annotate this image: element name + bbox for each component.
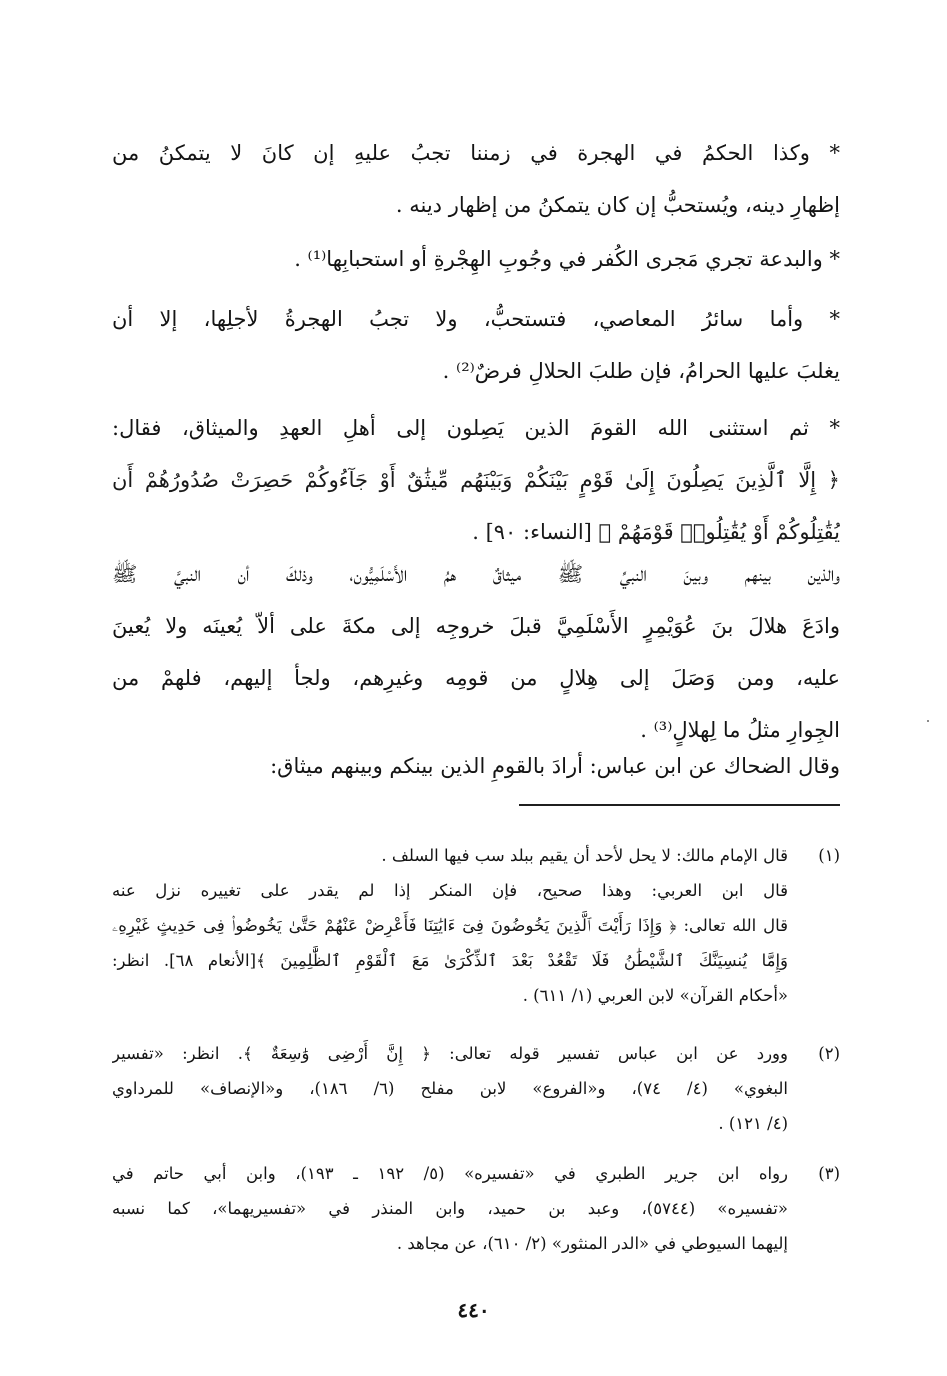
text-line: إظهارِ دينه، ويُستحبُّ إن كان يتمكنُ من إظهار دينه .	[395, 193, 840, 217]
quran-verse-line: ﴿ إِلَّا ٱلَّذِينَ يَصِلُونَ إِلَىٰ قَوْمٍ بَيْنَكُمْ وَبَيْنَهُم مِّيثَٰقٌ أَوْ جَآءُوكُمْ حَصِرَتْ صُدُورُهُمْ أَن	[112, 468, 840, 492]
paragraph-hijra-ruling	[112, 127, 840, 231]
footnote-line: «أحكام القرآن» لابن العربي (١/ ٦١١) .	[522, 986, 788, 1005]
quran-verse-line: يُقَٰتِلُوكُمْ أَوْ يُقَٰتِلُوا۟ قَوْمَهُمْ ﴾ [النساء: ٩٠] .	[472, 520, 840, 544]
footnote-line: وَإِمَّا يُنسِيَنَّكَ ٱلشَّيْطَٰنُ فَلَا تَقْعُدْ بَعْدَ ٱلذِّكْرَىٰ مَعَ ٱلْقَوْمِ ٱلظَّٰلِمِينَ ﴾[الأنعام ٦٨]. انظر:	[112, 951, 788, 970]
footnote-1	[112, 838, 840, 1013]
footnote-2	[112, 1036, 840, 1141]
footnote-number: (١)	[818, 846, 840, 865]
text-line: الجِوارِ مثلُ ما لِهلالٍ⁽³⁾ .	[640, 718, 840, 742]
text-line: * ثم استثنى الله القومَ الذين يَصِلون إلى أهلِ العهدِ والميثاق، فقال:	[112, 416, 840, 440]
paragraph-exception-quran	[112, 402, 840, 558]
text-line: عليه، ومن وَصَلَ إلى هِلالٍ من قومِه وغيرِهم، ولجأ إليهم، فلهمْ من	[112, 666, 840, 690]
footnote-line: «تفسيره» (٥٧٤٤)، وعبد بن حميد، وابن المنذر في «تفسيريهما»، كما نسبه	[112, 1199, 788, 1218]
footnote-line: وورد عن ابن عباس تفسير قوله تعالى: ﴿ إِنَّ أَرْضِى وَٰسِعَةٌ ﴾. انظر: «تفسير	[112, 1044, 788, 1063]
text-line: * وكذا الحكمُ في الهجرة في زمننا تجبُ عليهِ إن كانَ لا يتمكنُ من	[112, 141, 840, 165]
text-line: وادَعَ هلالَ بنَ عُوَيْمِرٍ الأَسْلَمِيَّ قبلَ خروجِه إلى مكةَ على ألاّ يُعينَه ولا يُعينَ	[112, 614, 840, 638]
footnote-line: البغوي» (٤/ ٧٤)، و«الفروع» لابن مفلح (٦/ ١٨٦)، و«الإنصاف» للمرداوي	[112, 1079, 788, 1098]
paragraph-dahhak	[112, 740, 840, 792]
footnote-number: (٢)	[818, 1044, 840, 1063]
footnote-number: (٣)	[818, 1164, 840, 1183]
footnote-line: قال ابن العربي: وهذا صحيح، فإن المنكر إذا لم يقدر على تغييره نزل عنه	[112, 881, 788, 900]
footnote-line: (٤/ ١٢١) .	[718, 1114, 788, 1133]
text-line: والذين بينهم وبينَ النبيِّ ﷺ ميثاقٌ همُ الأَسْلَمِيُّون، وذلكَ أن النبيَّ ﷺ	[112, 562, 840, 586]
scan-speck	[927, 720, 929, 722]
paragraph-sins	[112, 293, 840, 397]
paragraph-innovation	[112, 233, 840, 285]
paragraph-aslamiyyun	[112, 548, 840, 756]
footnote-line: إليهما السيوطي في «الدر المنثور» (٢/ ٦١٠)، عن مجاهد .	[396, 1234, 788, 1253]
text-line: يغلبَ عليها الحرامُ، فإن طلبَ الحلالِ فرضٌ⁽²⁾ .	[442, 359, 840, 383]
page-number: ٤٤٠	[457, 1298, 490, 1322]
text-line: * وأما سائرُ المعاصي، فتستحبُّ، ولا تجبُ الهجرةُ لأجلِها، إلا أن	[112, 307, 840, 331]
footnote-separator	[519, 804, 840, 806]
text-line: * والبدعة تجري مَجرى الكُفر في وجُوبِ الهِجْرةِ أو استحبابِها⁽¹⁾ .	[294, 247, 840, 271]
footnote-line: رواه ابن جرير الطبري في «تفسيره» (٥/ ١٩٢ ـ ١٩٣)، وابن أبي حاتم في	[112, 1164, 788, 1183]
footnote-line: قال الله تعالى: ﴿ وَإِذَا رَأَيْتَ ٱلَّذِينَ يَخُوضُونَ فِىٓ ءَايَٰتِنَا فَأَعْرِضْ عَنْهُمْ حَتَّىٰ يَخُوضُوا۟ فِى حَدِيثٍ غَيْرِهِۦ	[112, 916, 788, 935]
footnote-3	[112, 1156, 840, 1261]
footnote-line: قال الإمام مالك: لا يحل لأحد أن يقيم ببلد سب فيها السلف .	[381, 846, 788, 865]
text-line: وقال الضحاك عن ابن عباس: أرادَ بالقومِ الذين بينكم وبينهم ميثاق:	[270, 754, 840, 778]
